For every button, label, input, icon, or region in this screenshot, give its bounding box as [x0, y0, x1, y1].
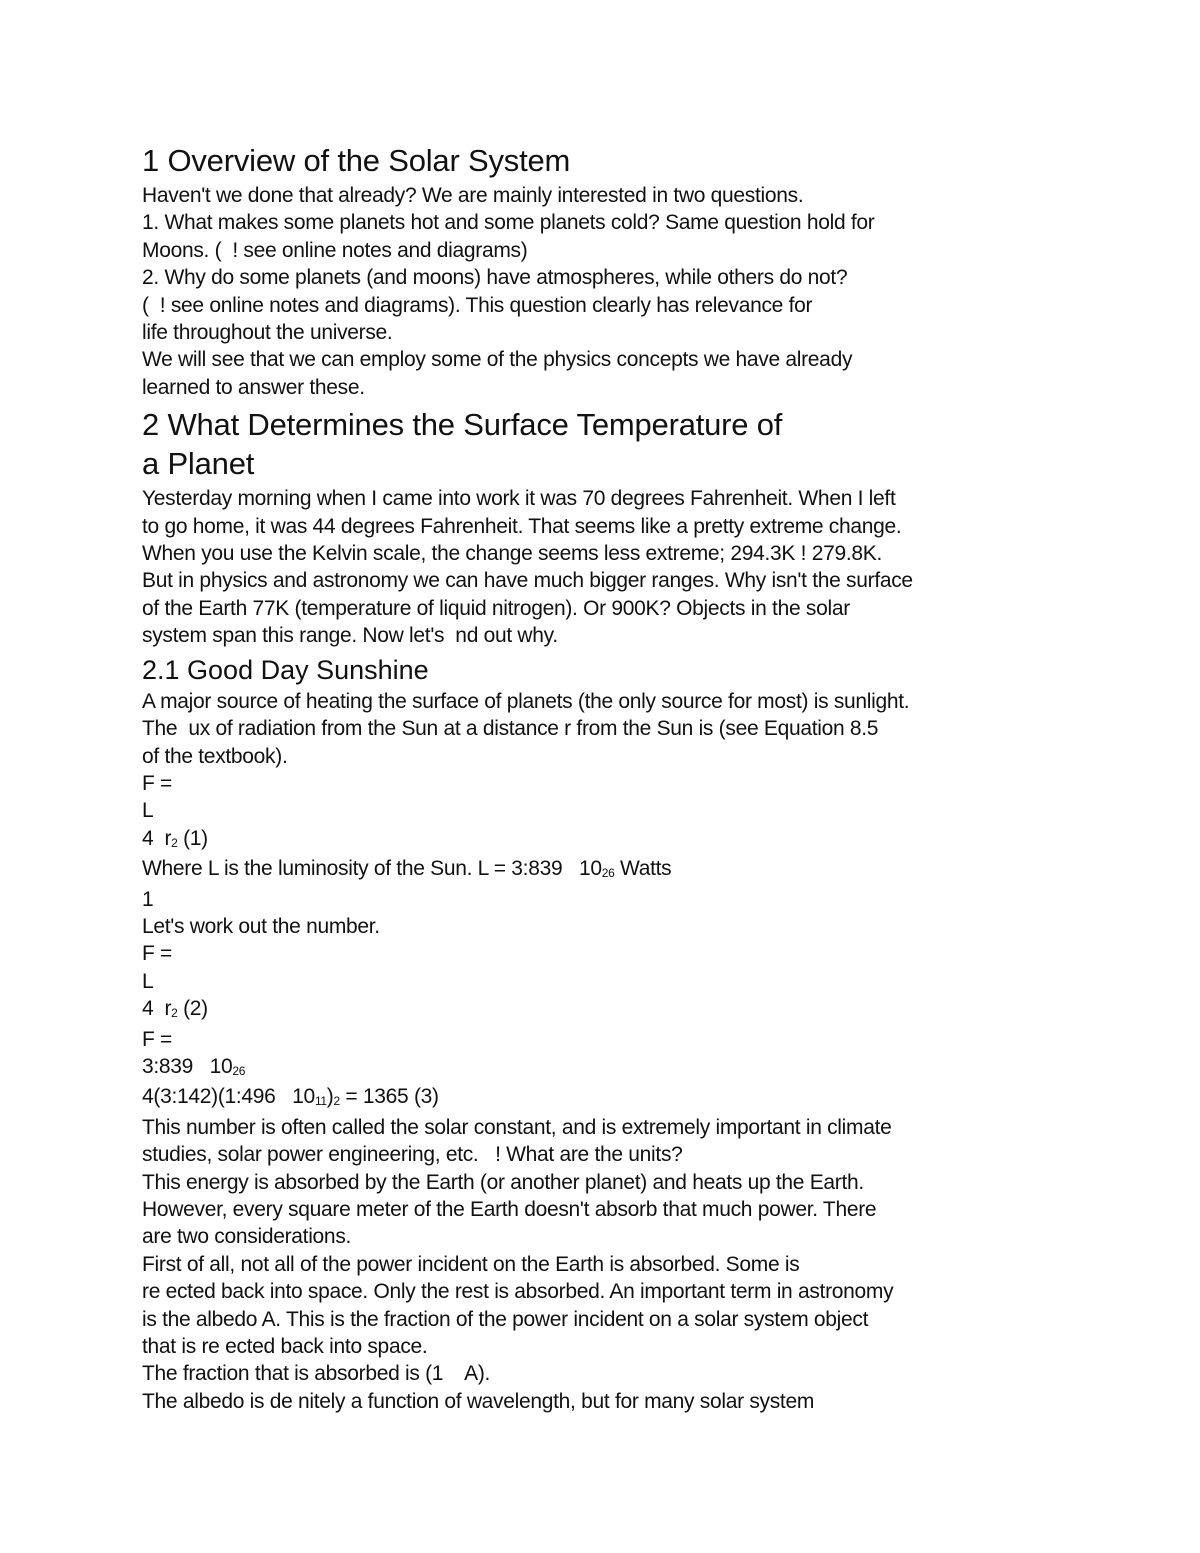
paragraph-line: The fraction that is absorbed is (1 A). [142, 1362, 491, 1386]
paragraph-line: system span this range. Now let's nd out why. [142, 624, 558, 648]
paragraph-line: The albedo is de nitely a function of wavelength, but for many solar system [142, 1389, 815, 1413]
paragraph-line: Moons. ( ! see online notes and diagrams) [142, 238, 528, 262]
paragraph-line: re ected back into space. Only the rest is absorbed. An important term in astronomy [142, 1280, 894, 1304]
paragraph-line: However, every square meter of the Earth doesn't absorb that much power. There [142, 1198, 877, 1221]
paragraph-line: First of all, not all of the power incident on the Earth is absorbed. Some is [142, 1252, 800, 1276]
paragraph-line: Haven't we done that already? We are mainly interested in two questions. [142, 184, 804, 207]
equation-line: F = [142, 942, 173, 966]
paragraph-line: life throughout the universe. [142, 321, 393, 345]
paragraph-line: But in physics and astronomy we can have much bigger ranges. Why isn't the surface [142, 569, 913, 593]
page-number: 1 [142, 887, 154, 911]
paragraph-line: of the Earth 77K (temperature of liquid nitrogen). Or 900K? Objects in the solar [142, 596, 850, 620]
section-2-heading-line-1: 2 What Determines the Surface Temperature of [142, 407, 783, 443]
paragraph-line: learned to answer these. [142, 375, 365, 399]
paragraph-line: This energy is absorbed by the Earth (or another planet) and heats up the Earth. [142, 1170, 864, 1194]
paragraph-line: 2. Why do some planets (and moons) have atmospheres, while others do not? [142, 266, 848, 290]
paragraph-line: are two considerations. [142, 1225, 352, 1249]
document-page [142, 143, 1062, 1415]
equation-2-denominator: 4 $r_2$ (2) [142, 997, 208, 1021]
equation-1-denominator: 4 $r_2$ (1) [142, 826, 208, 850]
section-1-body [142, 182, 1062, 401]
paragraph-line: We will see that we can employ some of the physics concepts we have already [142, 348, 853, 372]
section-2-heading-line-2: a Planet [142, 446, 255, 482]
paragraph-line: This number is often called the solar constant, and is extremely important in climate [142, 1115, 892, 1139]
section-1-heading: 1 Overview of the Solar System [142, 143, 571, 178]
luminosity-line: Where L is the luminosity of the Sun. L = 3:839 $10_{26}$ Watts [142, 857, 672, 881]
paragraph-line: When you use the Kelvin scale, the change seems less extreme; 294.3K ! 279.8K. [142, 542, 883, 566]
paragraph-line: is the albedo A. This is the fraction of the power incident on a solar system object [142, 1307, 869, 1331]
paragraph-line: of the textbook). [142, 744, 288, 768]
paragraph-line: A major source of heating the surface of planets (the only source for most) is sunlight. [142, 689, 910, 713]
equation-line: F = [142, 1027, 173, 1051]
equation-line: L [142, 799, 154, 823]
equation-line: F = [142, 771, 173, 795]
equation-3-numerator: 3:839 $10_{26}$ [142, 1054, 246, 1078]
equation-3-denominator: 4(3:142)(1:496 $10_{11})_2 = 1365$ (3) [142, 1085, 439, 1109]
paragraph-line: 1. What makes some planets hot and some planets cold? Same question hold for [142, 211, 875, 235]
paragraph-line: Let's work out the number. [142, 914, 380, 938]
paragraph-line: ( ! see online notes and diagrams). This question clearly has relevance for [142, 293, 813, 317]
paragraph-line: Yesterday morning when I came into work it was 70 degrees Fahrenheit. When I left [142, 487, 896, 511]
paragraph-line: studies, solar power engineering, etc. ! What are the units? [142, 1143, 683, 1167]
section-2-1-body [142, 688, 1062, 1416]
paragraph-line: to go home, it was 44 degrees Fahrenheit. That seems like a pretty extreme change. [142, 514, 902, 538]
equation-line: L [142, 969, 154, 993]
section-2-1-heading: 2.1 Good Day Sunshine [142, 654, 429, 685]
section-2-body [142, 485, 1062, 649]
paragraph-line: The ux of radiation from the Sun at a distance r from the Sun is (see Equation 8.5 [142, 717, 879, 741]
paragraph-line: that is re ected back into space. [142, 1335, 428, 1359]
